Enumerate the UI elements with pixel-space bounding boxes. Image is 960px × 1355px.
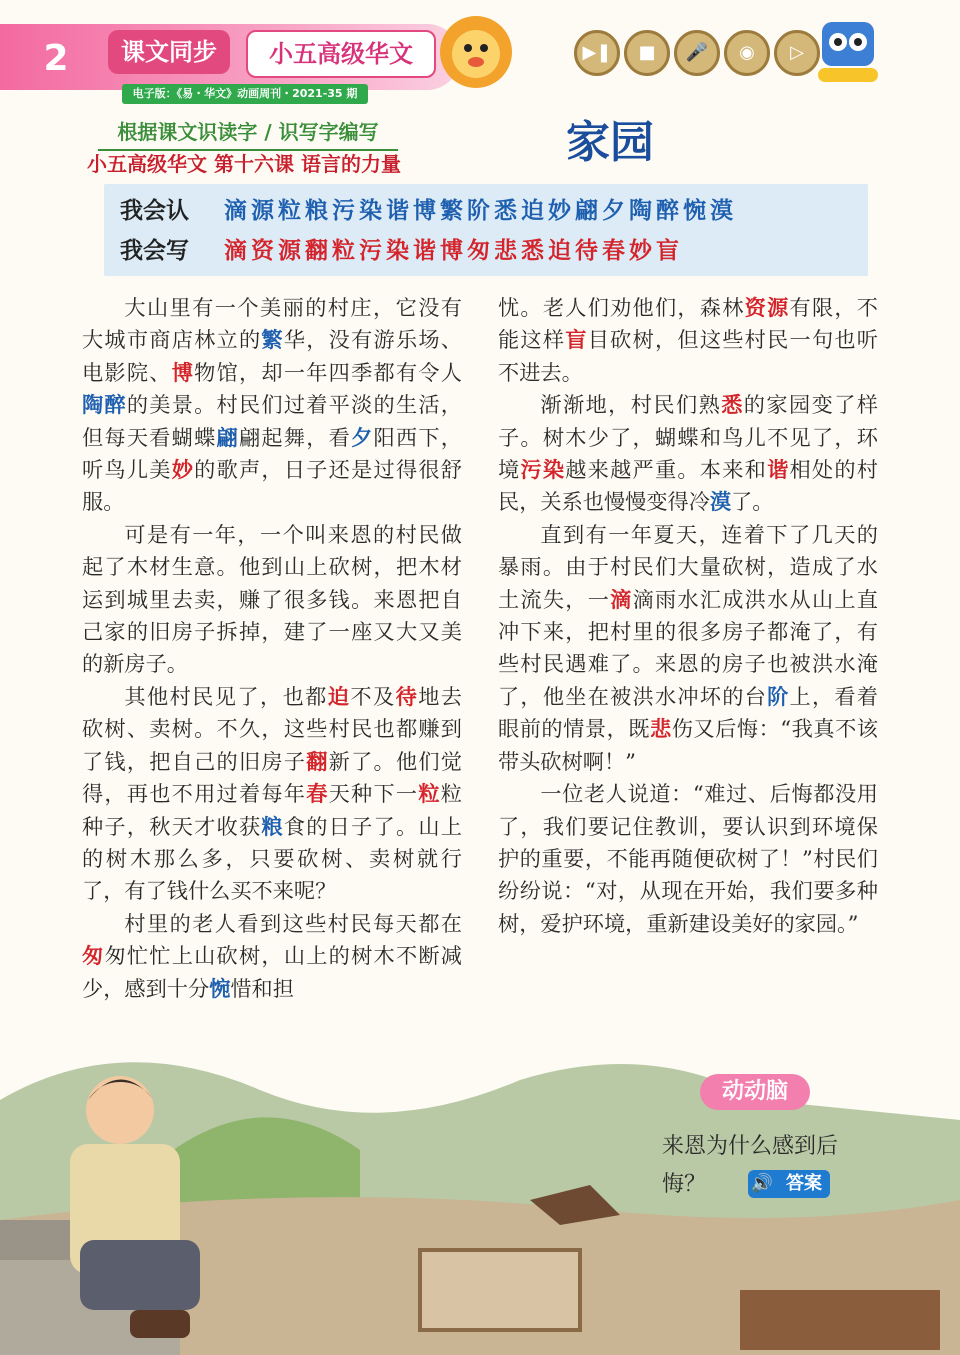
lion-mascot-icon bbox=[436, 12, 516, 92]
left-paragraph: 其他村民见了，也都迫不及待地去砍树、卖树。不久，这些村民也都赚到了钱，把自己的旧房子翻新了。他们觉得，再也不用过着每年春天种下一粒粒种子，秋天才收获粮食的日子了。山上的树木那么多，只要砍树、卖树就行了，有了钱什么买不来呢？ bbox=[82, 683, 462, 904]
section-tab: 课文同步 bbox=[108, 30, 230, 74]
vocabulary-box bbox=[104, 184, 868, 276]
level-tab: 小五高级华文 bbox=[246, 30, 436, 78]
read-row bbox=[120, 192, 737, 230]
left-paragraph: 村里的老人看到这些村民每天都在匆匆忙忙上山砍树，山上的树木不断减少，感到十分惋惜和担 bbox=[82, 910, 462, 1001]
page-number: 2 bbox=[43, 38, 69, 79]
left-paragraph: 大山里有一个美丽的村庄，它没有大城市商店林立的繁华，没有游乐场、电影院、博物馆，却一年四季都有令人陶醉的美景。村民们过着平淡的生活，但每天看蝴蝶翩翩起舞，看夕阳西下，听鸟儿美妙的歌声，日子还是过得很舒服。 bbox=[82, 295, 462, 515]
left-paragraph: 可是有一年，一个叫来恩的村民做起了木材生意。他到山上砍树，把木材运到城里去卖，赚了很多钱。来恩把自己家的旧房子拆掉，建了一座又大又美的新房子。 bbox=[82, 521, 462, 677]
answer-button[interactable]: 答案 bbox=[748, 1170, 830, 1198]
right-paragraph: 直到有一年夏天，连着下了几天的暴雨。由于村民们大量砍树，造成了水土流失，一滴滴雨水汇成洪水从山上直冲下来，把村里的很多房子都淹了，有些村民遇难了。来恩的房子也被洪水淹了，他坐在被洪水冲坏的台阶上，看着眼前的情景，既悲伤又后悔：“我真不该带头砍树啊！” bbox=[498, 521, 878, 774]
stop-icon[interactable]: ■ bbox=[624, 30, 670, 76]
microphone-icon[interactable]: 🎤 bbox=[674, 30, 720, 76]
right-paragraph: 渐渐地，村民们熟悉的家园变了样子。树木少了，蝴蝶和鸟儿不见了，环境污染越来越严重。本来和谐相处的村民，关系也慢慢变得冷漠了。 bbox=[498, 392, 878, 515]
right-paragraph: 忧。老人们劝他们，森林资源有限，不能这样盲目砍树，但这些村民一句也听不进去。 bbox=[498, 295, 878, 385]
read-characters: 滴源粒粮污染谐博繁阶悉迫妙翩夕陶醉惋漠 bbox=[224, 198, 737, 224]
play-pause-icon[interactable]: ▶❚ bbox=[574, 30, 620, 76]
record-play-icon[interactable]: ◉ bbox=[724, 30, 770, 76]
read-label: 我会认 bbox=[120, 198, 189, 224]
right-paragraph: 一位老人说道：“难过、后悔都没用了，我们要记住教训，要认识到环境保护的重要，不能再随便砍树了！”村民们纷纷说：“对，从现在开始，我们要多种树，爱护环境，重新建设美好的家园。” bbox=[498, 781, 878, 936]
think-question: 来恩为什么感到后悔？ bbox=[662, 1134, 839, 1197]
write-label: 我会写 bbox=[120, 238, 189, 264]
video-play-icon[interactable]: ▷ bbox=[774, 30, 820, 76]
think-tag: 动动脑 bbox=[700, 1074, 810, 1110]
etutor-star-logo-icon bbox=[812, 16, 884, 88]
speaker-icon[interactable]: 🔊 bbox=[750, 1173, 774, 1194]
page-title: 家园 bbox=[566, 117, 654, 168]
write-row bbox=[120, 232, 683, 270]
story-column-right bbox=[498, 292, 878, 940]
edition-label: 电子版：《易・华文》动画周刊・2021-35 期 bbox=[122, 84, 368, 104]
source-note: 根据课文识读字 / 识写字编写 bbox=[98, 116, 398, 151]
story-column-left bbox=[82, 292, 462, 1005]
write-characters: 滴资源翻粒污染谐博匆悲悉迫待春妙盲 bbox=[224, 238, 683, 264]
lesson-title: 小五高级华文 第十六课 语言的力量 bbox=[87, 152, 401, 176]
